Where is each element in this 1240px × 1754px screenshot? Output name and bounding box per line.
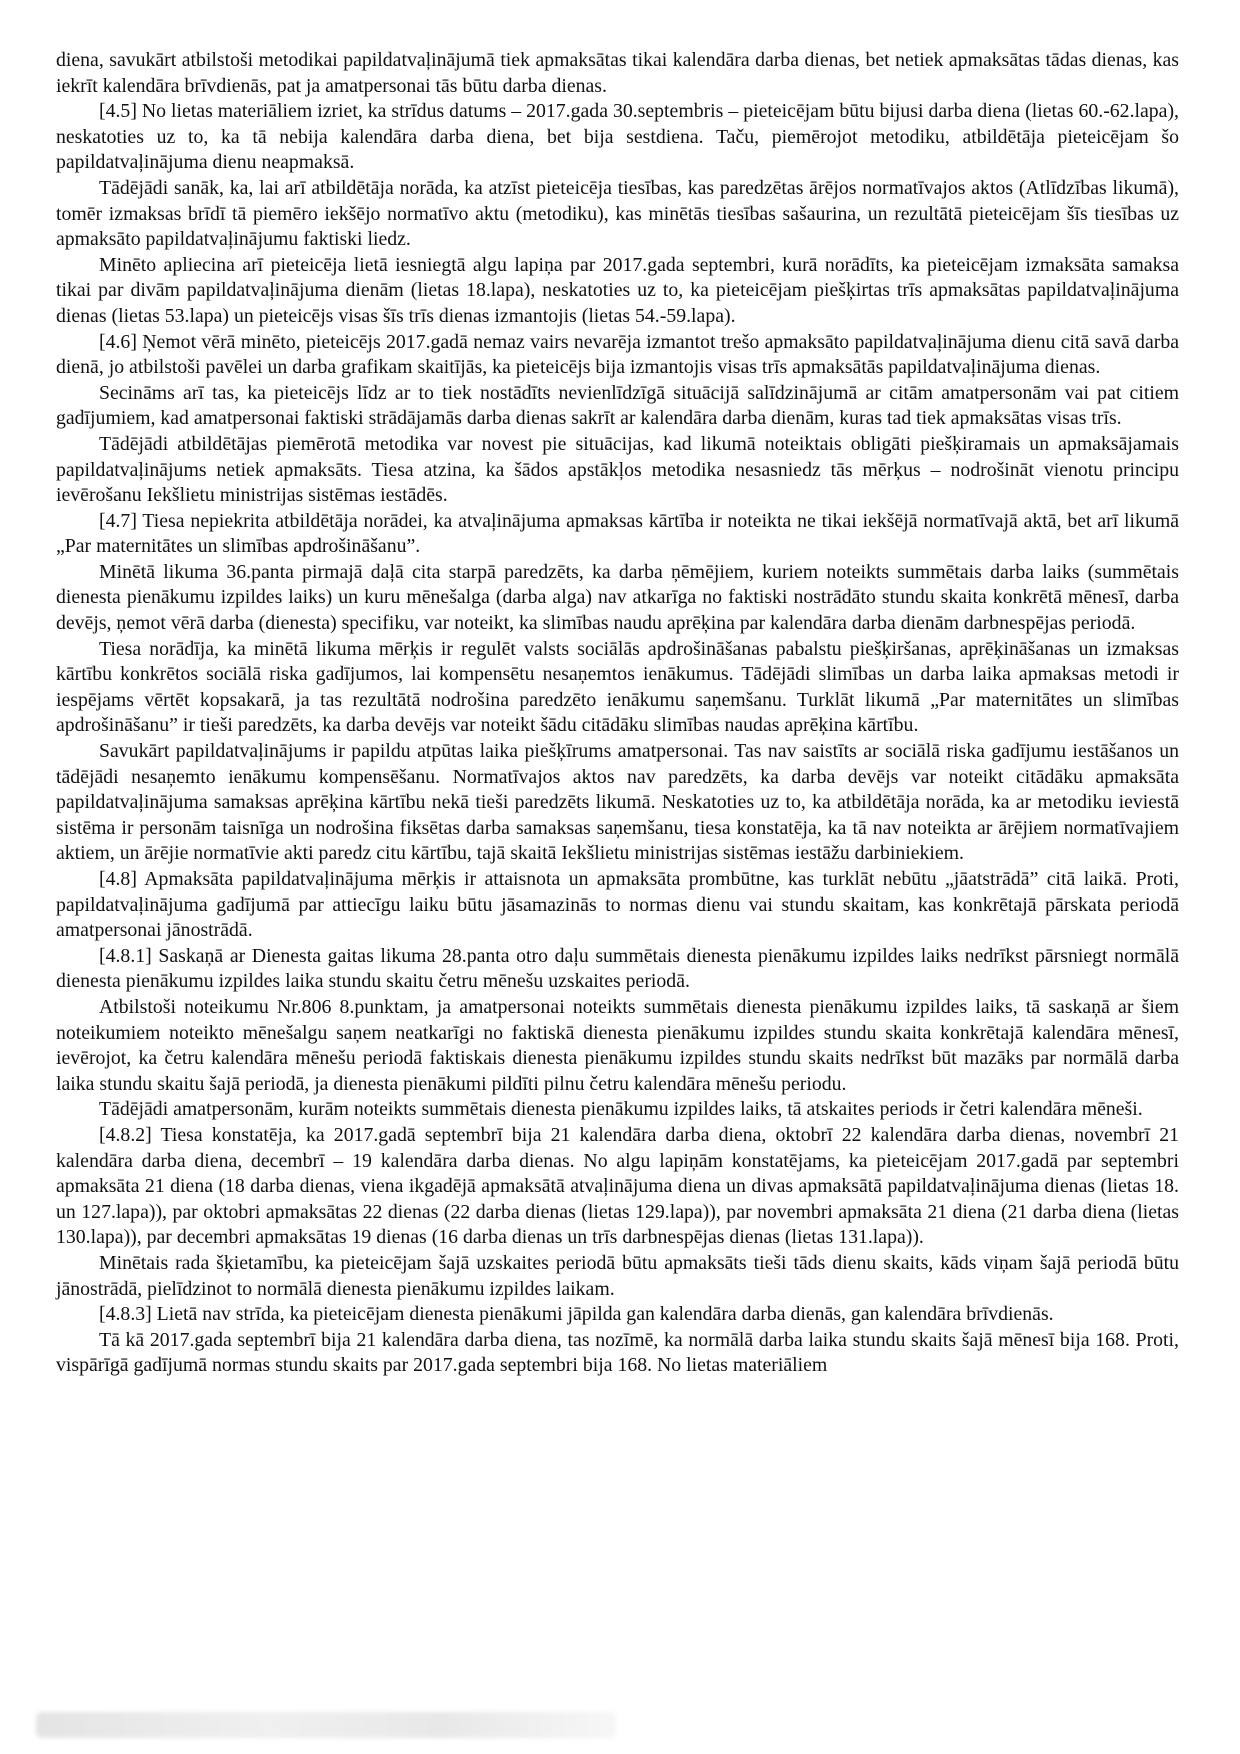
paragraph: Tiesa norādīja, ka minētā likuma mērķis ir regulēt valsts sociālās apdrošināšanas pabalstu piešķiršanas, aprēķināšanas un izmaksas kārtību konkrētos sociālā riska gadījumos, lai kompensētu nesaņemtos ienākumus. Tādējādi slimības un darba laika apmaksas metodi ir iespējams vērtēt kopsakarā, ja tas rezultātā nodrošina paredzēto ienākumu saņemšanu. Turklāt likumā „Par maternitātes un slimības apdrošināšanu” ir tieši paredzēts, ka darba devējs var noteikt šādu citādāku slimības naudas aprēķina kārtību. — [56, 637, 1179, 737]
paragraph: Tādējādi sanāk, ka, lai arī atbildētāja norāda, ka atzīst pieteicēja tiesības, kas paredzētas ārējos normatīvajos aktos (Atlīdzības likumā), tomēr izmaksas brīdī tā piemēro iekšējo normatīvo aktu (metodiku), kas minētās tiesības sašaurina, un rezultātā pieteicējam šīs tiesības uz apmaksāto papildatvaļinājumu faktiski liedz. — [56, 176, 1179, 251]
paragraph: Minētais rada šķietamību, ka pieteicējam šajā uzskaites periodā būtu apmaksāts tieši tāds dienu skaits, kāds viņam šajā periodā būtu jānostrādā, pielīdzinot to normālā dienesta pienākumu izpildes laikam. — [56, 1251, 1179, 1300]
paragraph: Tādējādi atbildētājas piemērotā metodika var novest pie situācijas, kad likumā noteiktais obligāti piešķiramais un apmaksājamais papildatvaļinājums netiek apmaksāts. Tiesa atzina, ka šādos apstākļos metodika nesasniedz tās mērķus – nodrošināt vienotu principu ievērošanu Iekšlietu ministrijas sistēmas iestādēs. — [56, 432, 1179, 507]
paragraph: Savukārt papildatvaļinājums ir papildu atpūtas laika piešķīrums amatpersonai. Tas nav saistīts ar sociālā riska gadījumu iestāšanos un tādējādi nesaņemto ienākumu kompensēšanu. Normatīvajos aktos nav paredzēts, ka darba devējs var noteikt citādāku apmaksāta papildatvaļinājuma samaksas aprēķina kārtību nekā tieši paredzēts likumā. Neskatoties uz to, ka atbildētāja norāda, ka ar metodiku ieviestā sistēma ir personām taisnīga un nodrošina fiksētas darba samaksas saņemšanu, tiesa konstatēja, ka tā nav noteikta ar ārējiem normatīvajiem aktiem, un ārējie normatīvie akti paredz citu kārtību, tajā skaitā Iekšlietu ministrijas sistēmas iestāžu darbiniekiem. — [56, 740, 1179, 865]
paragraph: [4.5] No lietas materiāliem izriet, ka strīdus datums – 2017.gada 30.septembris – pieteicējam būtu bijusi darba diena (lietas 60.-62.lapa), neskatoties uz to, ka tā nebija kalendāra darba diena, bet bija sestdiena. Taču, piemērojot metodiku, atbildētāja pieteicējam šo papildatvaļinājuma dienu neapmaksā. — [56, 100, 1179, 174]
paragraph: diena, savukārt atbilstoši metodikai papildatvaļinājumā tiek apmaksātas tikai kalendāra darba dienas, bet netiek apmaksātas tādas dienas, kas iekrīt kalendāra brīvdienās, pat ja amatpersonai tās būtu darba dienas. — [56, 49, 1179, 97]
paragraph: Tādējādi amatpersonām, kurām noteikts summētais dienesta pienākumu izpildes laiks, tā atskaites periods ir četri kalendāra mēneši. — [99, 1098, 1143, 1121]
paragraph: [4.8] Apmaksāta papildatvaļinājuma mērķis ir attaisnota un apmaksāta prombūtne, kas turklāt nebūtu „jāatstrādā” citā laikā. Proti, papildatvaļinājuma gadījumā par attiecīgu laiku būtu jāsamazinās to normas dienu vai stundu skaitam, kas konkrētajā pārskata periodā amatpersonai jānostrādā. — [56, 868, 1179, 942]
paragraph: [4.8.1] Saskaņā ar Dienesta gaitas likuma 28.panta otro daļu summētais dienesta pienākumu izpildes laiks nedrīkst pārsniegt normālā dienesta pienākumu izpildes laika stundu skaitu četru mēnešu uzskaites periodā. — [56, 944, 1179, 993]
paragraph: [4.8.3] Lietā nav strīda, ka pieteicējam dienesta pienākumi jāpilda gan kalendāra darba dienās, gan kalendāra brīvdienās. — [99, 1303, 1054, 1326]
paragraph: Minēto apliecina arī pieteicēja lietā iesniegtā algu lapiņa par 2017.gada septembri, kurā norādīts, ka pieteicējam izmaksāta samaksa tikai par divām papildatvaļinājuma dienām (lietas 18.lapa), neskatoties uz to, ka pieteicējam piešķirtas trīs apmaksātas papildatvaļinājuma dienas (lietas 53.lapa) un pieteicējs visas šīs trīs dienas izmantojis (lietas 54.-59.lapa). — [56, 253, 1179, 327]
paragraph: [4.6] Ņemot vērā minēto, pieteicējs 2017.gadā nemaz vairs nevarēja izmantot trešo apmaksāto papildatvaļinājuma dienu citā savā darba dienā, jo atbilstoši pavēlei un darba grafikam skaitījās, ka pieteicējs bija izmantojis visas trīs apmaksātās papildatvaļinājuma dienas. — [56, 330, 1179, 379]
paragraph: [4.7] Tiesa nepiekrita atbildētāja norādei, ka atvaļinājuma apmaksas kārtība ir noteikta ne tikai iekšējā normatīvajā aktā, bet arī likumā „Par maternitātes un slimības apdrošināšanu”. — [56, 509, 1179, 558]
paragraph: [4.8.2] Tiesa konstatēja, ka 2017.gadā septembrī bija 21 kalendāra darba diena, oktobrī 22 kalendāra darba dienas, novembrī 21 kalendāra darba diena, decembrī – 19 kalendāra darba dienas. No algu lapiņām konstatējams, ka pieteicējam 2017.gadā par septembri apmaksāta 21 diena (18 darba dienas, viena ikgadējā apmaksātā atvaļinājuma diena un divas apmaksātā papildatvaļinājuma dienas (lietas 18. un 127.lapa)), par oktobri apmaksātas 22 dienas (22 darba dienas (lietas 129.lapa)), par novembri apmaksāta 21 diena (21 darba diena (lietas 130.lapa)), par decembri apmaksātas 19 dienas (16 darba dienas un trīs darbnespējas dienas (lietas 131.lapa)). — [56, 1123, 1179, 1249]
paragraph: Tā kā 2017.gada septembrī bija 21 kalendāra darba diena, tas nozīmē, ka normālā darba laika stundu skaits šajā mēnesī bija 168. Proti, vispārīgā gadījumā normas stundu skaits par 2017.gada septembri bija 168. No lietas materiāliem — [56, 1328, 1179, 1377]
paragraph: Minētā likuma 36.panta pirmajā daļā cita starpā paredzēts, ka darba ņēmējiem, kuriem noteikts summētais darba laiks (summētais dienesta pienākumu izpildes laiks) un kuru mēnešalga (darba alga) nav atkarīga no faktiski nostrādāto stundu skaita konkrētā mēnesī, darba devējs, ņemot vērā darba (dienesta) specifiku, var noteikt, ka slimības naudu aprēķina par kalendāra darba dienām darbnespējas periodā. — [56, 560, 1179, 635]
document-body — [56, 48, 1179, 1379]
redacted-footer — [36, 1712, 616, 1738]
paragraph: Secināms arī tas, ka pieteicējs līdz ar to tiek nostādīts nevienlīdzīgā situācijā salīdzinājumā ar citām amatpersonām vai pat citiem gadījumiem, kad amatpersonai faktiski strādājamās darba dienas sakrīt ar kalendāra darba dienām, kuras tad tiek apmaksātas visas trīs. — [56, 381, 1179, 430]
paragraph: Atbilstoši noteikumu Nr.806 8.punktam, ja amatpersonai noteikts summētais dienesta pienākumu izpildes laiks, tā saskaņā ar šiem noteikumiem noteikto mēnešalgu saņem neatkarīgi no faktiskā dienesta pienākumu izpildes stundu skaita konkrētajā kalendāra mēnesī, ievērojot, ka četru kalendāra mēnešu periodā faktiskais dienesta pienākumu izpildes stundu skaits nedrīkst būt mazāks par normālā darba laika stundu skaitu šajā periodā, ja dienesta pienākumi pildīti pilnu četru kalendāra mēnešu periodu. — [56, 995, 1179, 1095]
